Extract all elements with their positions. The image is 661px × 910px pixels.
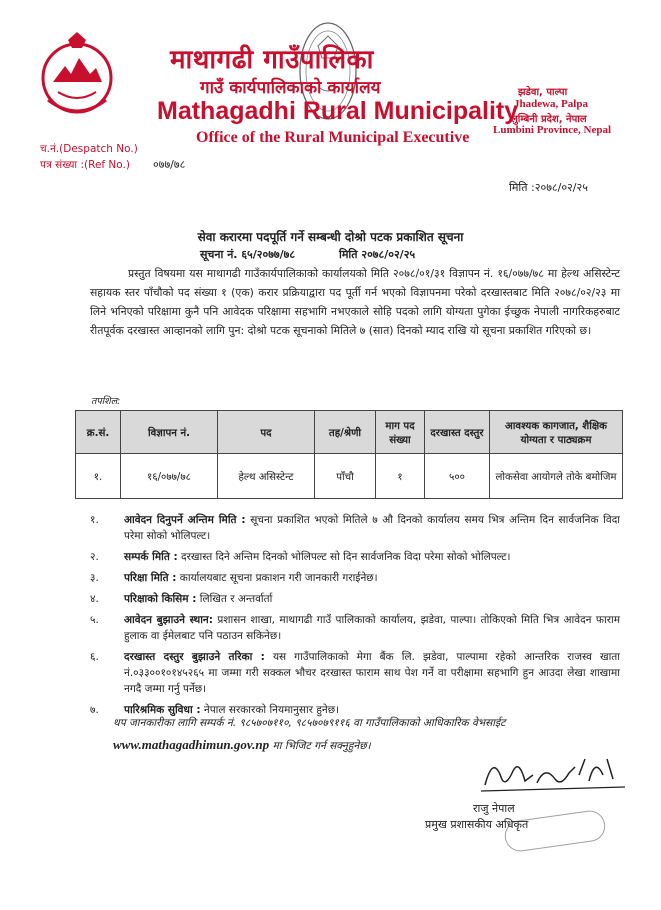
nepal-emblem-logo xyxy=(38,30,116,122)
list-text: लिखित र अन्तर्वार्ता xyxy=(196,593,273,605)
address-nepali: झडेवा, पाल्पा xyxy=(518,87,568,98)
municipality-name-english: Mathagadhi Rural Municipality xyxy=(157,97,519,125)
list-number: ७. xyxy=(90,704,99,716)
list-number: ५. xyxy=(90,614,99,626)
table-cell: पाँचौ xyxy=(315,454,376,499)
list-number: ४. xyxy=(90,593,99,605)
list-label: दरखास्त दस्तुर बुझाउने तरिका : xyxy=(124,651,265,663)
office-name-english: Office of the Rural Municipal Executive xyxy=(196,129,470,146)
details-table xyxy=(75,410,623,499)
table-cell: लोकसेवा आयोगले तोके बमोजिम xyxy=(490,454,623,499)
list-text: दरखास्त दिने अन्तिम दिनको भोलिपल्ट सो दिन सार्वजनिक विदा परेमा सोको भोलिपल्ट। xyxy=(177,551,511,563)
notice-title: सेवा करारमा पदपूर्ति गर्ने सम्बन्धी दोश्रो पटक प्रकाशित सूचना xyxy=(197,230,464,244)
list-text: सूचना प्रकाशित भएको मितिले ७ औ दिनको कार्यालय समय भित्र अन्तिम दिन सार्वजनिक विदा परेमा सोको भोलिपल्ट। xyxy=(124,514,620,542)
signatory-title: प्रमुख प्रशासकीय अधिकृत xyxy=(425,818,529,831)
list-item xyxy=(90,649,620,697)
table-header: विज्ञापन नं. xyxy=(121,411,218,454)
list-text: प्रशासन शाखा, माथागढी गाउँ पालिकाको कार्यालय, झडेवा, पाल्पा। तोकिएको मिति भित्र आवेदन फाराम हुलाक वा ईमेलबाट पनि पठाउन सकिनेछ। xyxy=(124,614,620,642)
table-header: तह/श्रेणी xyxy=(315,411,376,454)
ref-number-value: ०७७/७८ xyxy=(153,158,186,171)
address-english: Jhadewa, Palpa xyxy=(514,98,588,110)
table-header: माग पद संख्या xyxy=(376,411,425,454)
province-nepali: लुम्बिनी प्रदेश, नेपाल xyxy=(511,114,587,125)
list-item xyxy=(90,549,620,565)
list-item xyxy=(90,512,620,544)
table-cell: ५०० xyxy=(425,454,490,499)
notice-number-line xyxy=(200,247,455,262)
table-header: पद xyxy=(218,411,315,454)
province-english: Lumbini Province, Nepal xyxy=(493,124,612,136)
list-item xyxy=(90,591,620,607)
table-header: दरखास्त दस्तुर xyxy=(425,411,490,454)
list-text: नेपाल सरकारको नियमानुसार हुनेछ। xyxy=(200,704,340,716)
notice-date: मिति २०७८/०२/२५ xyxy=(338,248,416,261)
list-label: पारिश्रमिक सुविधा : xyxy=(124,704,201,716)
table-cell: १ xyxy=(376,454,425,499)
despatch-number-label: च.नं.(Despatch No.) xyxy=(40,143,138,155)
list-text: कार्यालयबाट सूचना प्रकाशन गरी जानकारी गराईनेछ। xyxy=(176,572,378,584)
conditions-list xyxy=(90,512,620,723)
notice-number: सूचना नं. ६५/२०७७/७८ xyxy=(200,248,296,261)
handwritten-signature xyxy=(475,745,635,805)
list-label: परिक्षाको किसिम : xyxy=(124,593,197,605)
contact-info: थप जानकारीका लागि सम्पर्क नं. ९८५७०७११०, ९८५७०७९११६ वा गाउँपालिकाको आधिकारिक वेभसाईट xyxy=(113,717,506,729)
table-header: आवश्यक कागजात, शैक्षिक योग्यता र पाठ्यक्रम xyxy=(490,411,623,454)
list-number: ६. xyxy=(90,651,99,663)
notice-body: प्रस्तुत विषयमा यस माथागढी गाउँकार्यपालिकाको कार्यालयको मिति २०७८/०१/३१ विज्ञापन नं. १६/०७७/७८ मा हेल्थ असिस्टेन्ट सहायक स्तर पाँचौको पद संख्या १ (एक) करार प्रक्रियाद्वारा पद पूर्ती गर्न भएको विज्ञापनमा परेको दरखास्तबाट मिति २०७८/०२/२३ मा लिने भनिएको परिक्षामा कुनै पनि आवेदक परिक्षामा सहभागि नभएकाले सोहि पदको लागि योग्यता पुगेका ईच्छुक नेपाली नागरिकहरुबाट रीतपूर्वक दरखास्त आव्हानको लागि पुन: दोश्रो पटक सूचनाको मितिले ७ (सात) दिनको म्याद राखि यो सूचना प्रकाशित गरिएको छ। xyxy=(90,267,620,337)
list-item xyxy=(90,570,620,586)
list-number: ३. xyxy=(90,572,99,584)
list-label: आवेदन दिनुपर्ने अन्तिम मिति : xyxy=(124,514,246,526)
table-cell: १६/०७७/७८ xyxy=(121,454,218,499)
list-label: परिक्षा मिति : xyxy=(124,572,177,584)
office-name-nepali: गाउँ कार्यपालिकाको कार्यालय xyxy=(200,78,381,98)
ref-number-label: पत्र संख्या :(Ref No.) xyxy=(40,159,130,171)
list-text: यस गाउँपालिकाको मेगा बैंक लि. झडेवा, पाल्पामा रहेको आन्तरिक राजस्व खाता नं.०३३००१०१४५२६५ मा जम्मा गरी सक्कल भौचर दरखास्त फाराम साथ पेश गर्ने वा परीक्षामा सहभागि हुन आउदा लेखा शाखामा नगदै जम्मा गर्नु पर्नेछ। xyxy=(124,651,621,695)
website-suffix: मा भिजिट गर्न सक्नुहुनेछ। xyxy=(269,740,371,752)
signatory-name: राजु नेपाल xyxy=(473,802,515,815)
website-line xyxy=(113,737,371,753)
table-cell: १. xyxy=(76,454,121,499)
website-link[interactable]: www.mathagadhimun.gov.np xyxy=(113,737,270,752)
letter-date: मिति :२०७८/०२/२५ xyxy=(509,181,588,194)
table-header-row xyxy=(76,411,623,454)
municipality-name-nepali: माथागढी गाउँपालिका xyxy=(170,45,374,75)
table-header: क्र.सं. xyxy=(76,411,121,454)
list-number: १. xyxy=(90,514,99,526)
table-row xyxy=(76,454,623,499)
table-caption: तपशिल: xyxy=(91,396,121,407)
list-label: आवेदन बुझाउने स्थान: xyxy=(124,614,213,626)
list-label: सम्पर्क मिति : xyxy=(124,551,178,563)
list-number: २. xyxy=(90,551,99,563)
list-item xyxy=(90,612,620,644)
table-cell: हेल्थ असिस्टेन्ट xyxy=(218,454,315,499)
